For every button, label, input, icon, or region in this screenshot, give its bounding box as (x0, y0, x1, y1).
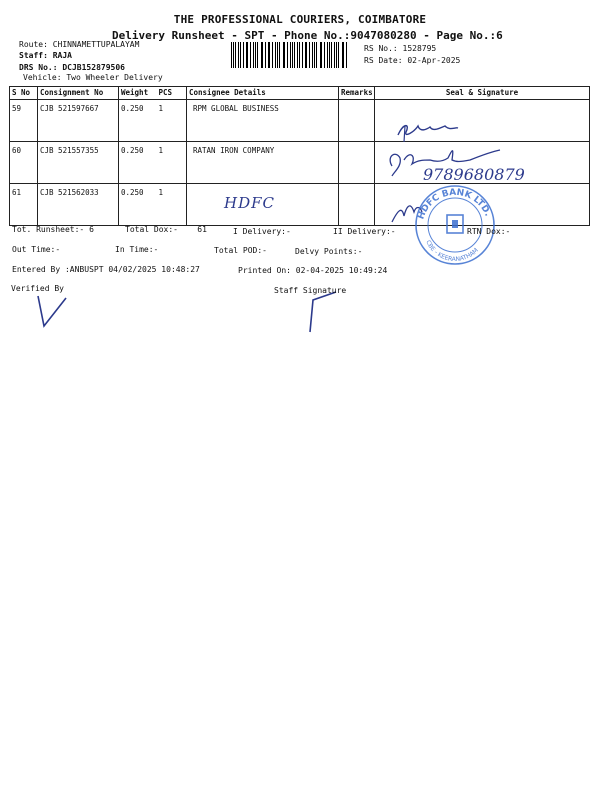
in-time: In Time:- (115, 245, 159, 254)
header-sno: S No (10, 87, 38, 100)
route-label: Route: CHINNAMETTUPALAYAM (19, 40, 140, 49)
header-remarks: Remarks (339, 87, 375, 100)
cell-weight: 0.250 (119, 100, 157, 142)
total-dox: Total Dox:- 61 (125, 225, 207, 234)
rtn-dox: RTN Dox:- (467, 227, 511, 236)
cell-sno: 61 (10, 184, 38, 226)
out-time: Out Time:- (12, 245, 61, 254)
cell-consignee: RPM GLOBAL BUSINESS (187, 100, 339, 142)
staff-label: Staff: RAJA (19, 51, 72, 60)
cell-consignee: RATAN IRON COMPANY (187, 142, 339, 184)
header-seal-signature: Seal & Signature (375, 87, 590, 100)
cell-consignment: CJB 521597667 (38, 100, 119, 142)
drs-number: DRS No.: DCJB152879506 (19, 63, 125, 72)
row1-signature (398, 126, 458, 135)
cell-consignment: CJB 521562033 (38, 184, 119, 226)
cell-consignment: CJB 521557355 (38, 142, 119, 184)
total-runsheet: Tot. Runsheet:- 6 (12, 225, 94, 234)
svg-text:HDFC BANK LTD. (416, 188, 492, 221)
entered-by: Entered By :ANBUSPT 04/02/2025 10:48:27 (12, 265, 200, 274)
handwritten-phone-number: 9789680879 (423, 165, 525, 184)
printed-on: Printed On: 02-04-2025 10:49:24 (238, 266, 388, 275)
page-subtitle: Delivery Runsheet - SPT - Phone No.:9047080280 - Page No.:6 (112, 29, 503, 42)
bank-stamp-icon (416, 186, 494, 264)
header-pcs: PCS (157, 87, 187, 100)
cell-sno: 60 (10, 142, 38, 184)
rs-date: RS Date: 02-Apr-2025 (364, 56, 461, 65)
cell-pcs: 1 (157, 100, 187, 142)
stamp-text-bottom: CBE - KEERANATHAM (424, 239, 480, 264)
verified-by-signature (38, 296, 66, 326)
delivery-points: Delvy Points:- (295, 247, 363, 256)
ii-delivery: II Delivery:- (333, 227, 396, 236)
staff-signature-mark (310, 292, 336, 332)
handwritten-hdfc-note: HDFC (224, 194, 275, 212)
total-pod: Total POD:- (214, 246, 267, 255)
header-consignment: Consignment No (38, 87, 119, 100)
verified-by-label: Verified By (11, 284, 64, 293)
vehicle-label: Vehicle: Two Wheeler Delivery (23, 73, 163, 82)
i-delivery: I Delivery:- (233, 227, 291, 236)
cell-weight: 0.250 (119, 184, 157, 226)
header-weight: Weight (119, 87, 157, 100)
staff-signature-label: Staff Signature (274, 286, 347, 295)
rs-number: RS No.: 1528795 (364, 44, 437, 53)
cell-sno: 59 (10, 100, 38, 142)
row2-signature (390, 150, 500, 176)
cell-weight: 0.250 (119, 142, 157, 184)
cell-pcs: 1 (157, 184, 187, 226)
header-consignee: Consignee Details (187, 87, 339, 100)
page-title: THE PROFESSIONAL COURIERS, COIMBATORE (173, 13, 427, 26)
stamp-text-top: HDFC BANK LTD. (416, 187, 493, 221)
cell-pcs: 1 (157, 142, 187, 184)
